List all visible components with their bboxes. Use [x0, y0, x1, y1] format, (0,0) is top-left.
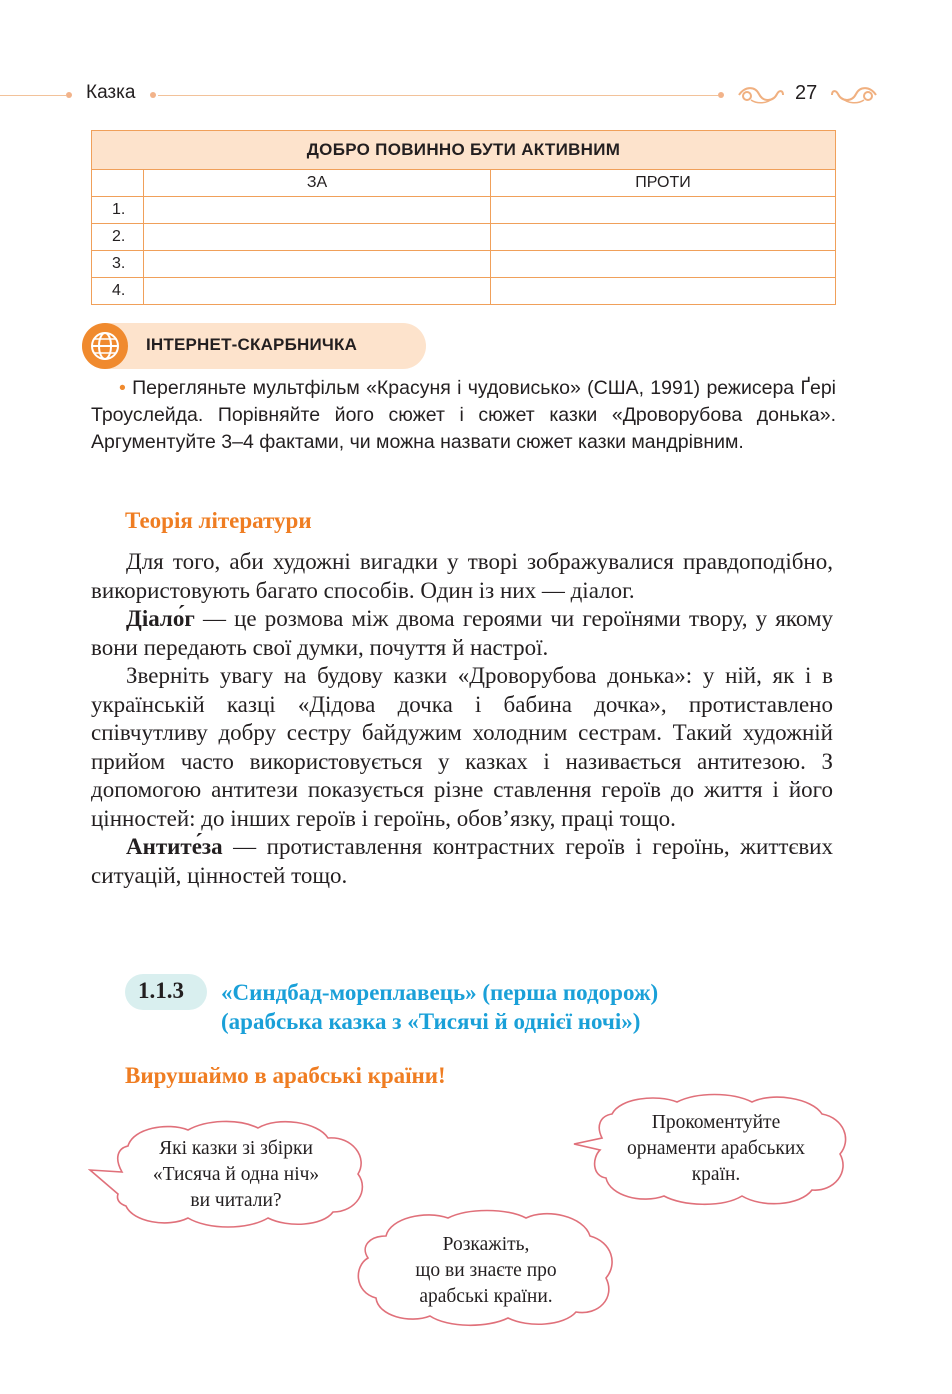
bubble-line: ви читали?	[190, 1190, 282, 1211]
table-cell[interactable]	[144, 278, 491, 305]
page-number: 27	[795, 82, 818, 104]
header-rule-center	[158, 95, 718, 96]
column-header-pro: ЗА	[144, 170, 491, 197]
section-title	[221, 978, 781, 1036]
running-head: Казка	[86, 82, 136, 103]
table-row	[92, 197, 836, 224]
dialog-definition-text: — це розмова між двома героями чи героїнями твору, у якому вони передають свої думки, почуття й настрої.	[91, 606, 833, 660]
bullet-icon: •	[119, 377, 126, 399]
table-row	[92, 251, 836, 278]
section-number: 1.1.3	[138, 978, 184, 1003]
ornament-right-icon	[830, 84, 878, 106]
pro-con-table	[91, 130, 836, 305]
bubble-line: Розкажіть,	[442, 1234, 530, 1255]
table-cell[interactable]	[144, 224, 491, 251]
internet-title: ІНТЕРНЕТ-СКАРБНИЧКА	[146, 335, 358, 354]
bubble-line: «Тисяча й одна ніч»	[152, 1164, 320, 1185]
internet-task-text: Перегляньте мультфільм «Красуня і чудовисько» (США, 1991) режисера Ґері Троуслейда. Порівняйте його сюжет і сюжет казки «Дроворубова донька». Аргументуйте 3–4 фактами, чи можна назвати сюжет казки мандрівним.	[91, 377, 837, 453]
antithesis-term: Антите́за	[126, 834, 223, 859]
bubble-line: орнаменти арабських	[626, 1138, 806, 1159]
internet-task	[91, 375, 836, 456]
bubble-line: Прокоментуйте	[651, 1112, 781, 1133]
section-title-line: (арабська казка з «Тисячі й однієї ночі»)	[221, 1009, 641, 1034]
table-title: ДОБРО ПОВИННО БУТИ АКТИВНИМ	[92, 131, 836, 170]
globe-icon	[82, 323, 128, 369]
antithesis-definition-text: — протиставлення контрастних героїв і героїнь, життєвих ситуацій, цінностей тощо.	[91, 834, 833, 888]
dialog-term: Діало́г	[126, 606, 195, 631]
row-number: 3.	[92, 251, 144, 278]
table-cell[interactable]	[144, 251, 491, 278]
header-dot	[150, 92, 156, 98]
header-dot	[66, 92, 72, 98]
row-number: 1.	[92, 197, 144, 224]
table-cell[interactable]	[491, 224, 836, 251]
column-header-con: ПРОТИ	[491, 170, 836, 197]
theory-paragraph: Для того, аби художні вигадки у творі зображувалися правдоподібно, використовують багато способів. Один із них — діалог.	[91, 549, 833, 603]
bubble-center-text	[376, 1232, 596, 1310]
bubble-left-text	[118, 1136, 354, 1214]
row-number: 2.	[92, 224, 144, 251]
row-number: 4.	[92, 278, 144, 305]
header-dot	[718, 92, 724, 98]
bubble-right-text	[600, 1110, 832, 1188]
bubble-line: країн.	[691, 1164, 741, 1185]
theory-text	[91, 548, 833, 890]
bubble-line: Які казки зі збірки	[159, 1138, 313, 1159]
ornament-left-icon	[737, 84, 785, 106]
dialog-definition	[91, 605, 833, 662]
theory-heading: Теорія літератури	[125, 508, 312, 533]
bubble-line: арабські країни.	[419, 1286, 553, 1307]
table-cell[interactable]	[491, 197, 836, 224]
header-rule-left	[0, 95, 66, 96]
travel-heading: Вирушаймо в арабські країни!	[125, 1063, 446, 1088]
table-row	[92, 224, 836, 251]
table-row	[92, 278, 836, 305]
table-cell[interactable]	[491, 278, 836, 305]
bubble-line: що ви знаєте про	[415, 1260, 557, 1281]
theory-paragraph: Зверніть увагу на будову казки «Дроворубова донька»: у ній, як і в українській казці «Дідова дочка і бабина дочка», протиставлено співчутливу добру сестру байдужим холодним сестрам. Такий художній прийом часто використовується у казках і називається антитезою. З допомогою антитези показується різне ставлення героїв до життя і його цінностей: до інших героїв і героїнь, обов’язку, праці тощо.	[91, 663, 833, 831]
antithesis-definition	[91, 833, 833, 890]
section-title-line: «Синдбад-мореплавець» (перша подорож)	[221, 980, 659, 1005]
table-cell[interactable]	[144, 197, 491, 224]
table-cell[interactable]	[491, 251, 836, 278]
table-corner-cell	[92, 170, 144, 197]
